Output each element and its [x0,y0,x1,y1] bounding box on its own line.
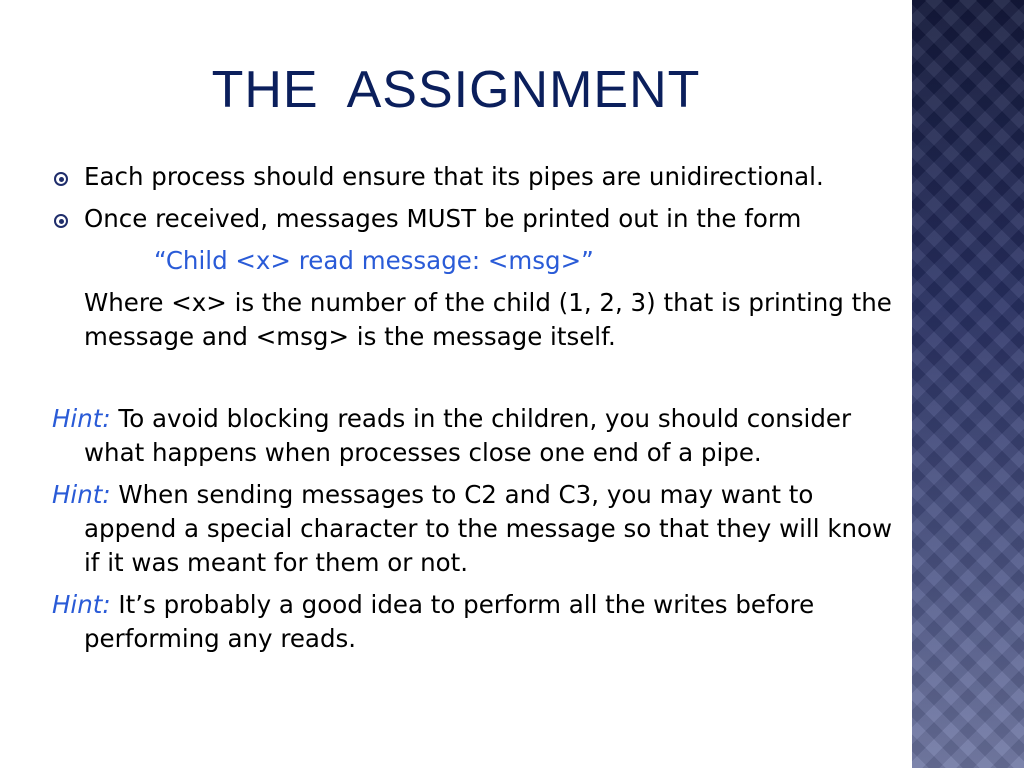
hint-label: Hint: [52,404,111,433]
bullet-item [52,202,912,236]
hint-item [52,478,912,580]
hint-item [52,402,912,470]
message-format-quote: “Child <x> read message: <msg>” [154,246,594,275]
slide-title: THE ASSIGNMENT [211,61,701,119]
format-explanation: Where <x> is the number of the child (1, 2, 3) that is printing the message and <msg> is the message itself. [84,288,892,351]
bullet-item [52,160,912,194]
hint-label: Hint: [52,480,111,509]
decorative-side-band [912,0,1024,768]
hint-text: It’s probably a good idea to perform all the writes before performing any reads. [84,590,815,653]
circle-bullet-icon [54,214,68,228]
slide-body [52,160,912,664]
hint-label: Hint: [52,590,111,619]
hint-item [52,588,912,656]
circle-bullet-icon [54,172,68,186]
bullet-text: Once received, messages MUST be printed out in the form [84,204,802,233]
hint-text: To avoid blocking reads in the children, you should consider what happens when processes close one end of a pipe. [84,404,852,467]
bullet-text: Each process should ensure that its pipes are unidirectional. [84,162,824,191]
hint-text: When sending messages to C2 and C3, you may want to append a special character to the message so that they will know if it was meant for them or not. [84,480,893,577]
